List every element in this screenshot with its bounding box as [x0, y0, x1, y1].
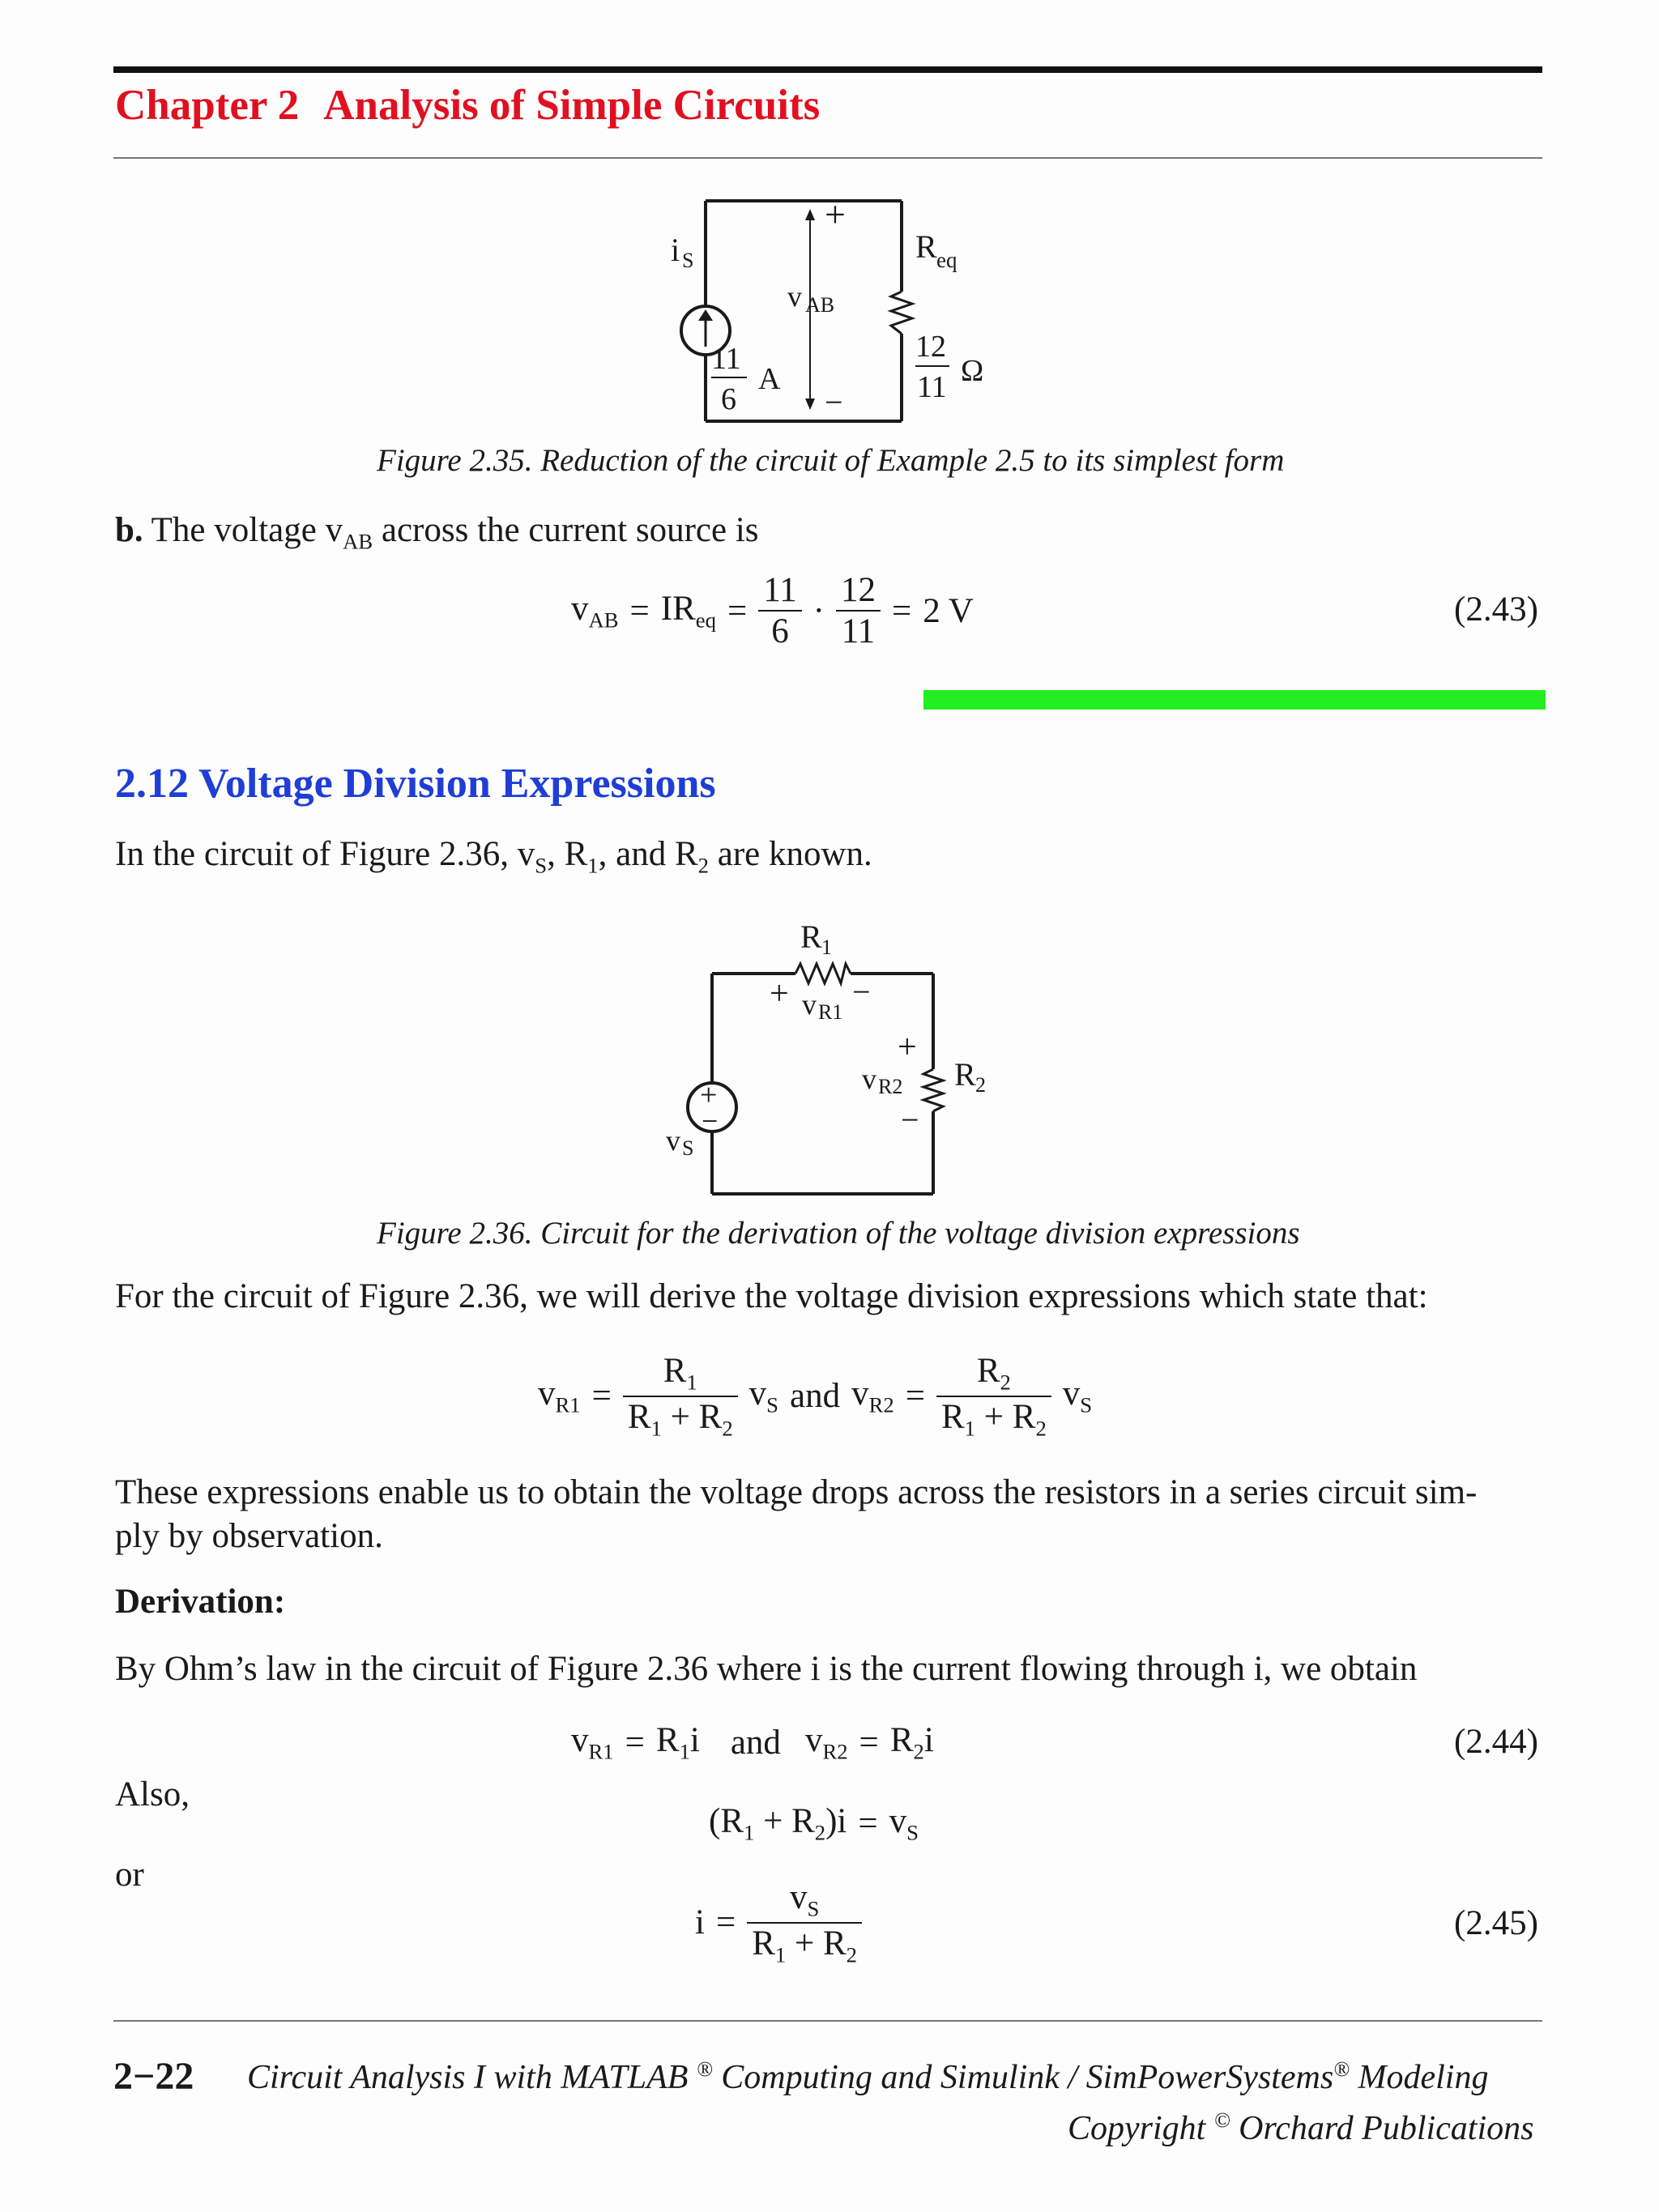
vd-v2: v	[851, 1375, 869, 1413]
vab-sub: AB	[805, 293, 835, 317]
intro-t3: are known.	[717, 835, 872, 873]
paragraph-3	[115, 1649, 1417, 1689]
eq244-eq2: =	[859, 1723, 879, 1762]
paragraph-2-line-2: ply by observation.	[115, 1517, 383, 1555]
eq244-i1: i	[689, 1721, 700, 1759]
header-rule	[113, 66, 1542, 73]
src-unit: A	[758, 362, 781, 396]
resistor-r2-icon	[923, 1069, 943, 1111]
sum-one: 1	[744, 1820, 755, 1845]
intro-vs: v	[517, 835, 535, 873]
eq243-dot: ·	[812, 591, 825, 630]
r1-label: R	[800, 918, 822, 955]
footer-copy-b: Orchard Publications	[1230, 2110, 1534, 2147]
eq243-lhs-sub: AB	[588, 607, 619, 633]
eq245-frac: $\frac{v_S}{R_1 + R_2}$	[747, 1879, 862, 1966]
eq244-r2-sub: 2	[913, 1739, 924, 1764]
r2-label: R	[954, 1056, 976, 1093]
eq243-result: 2 V	[923, 591, 974, 630]
eq244-v1: v	[571, 1721, 589, 1759]
para3-a: By Ohm’s law in the circuit of Figure 2.36 where	[115, 1650, 802, 1688]
figure-2-35-caption: Figure 2.35. Reduction of the circuit of Example 2.5 to its simplest form	[377, 443, 1285, 478]
eq243-ir-sub: eq	[695, 607, 716, 633]
paragraph-1: For the circuit of Figure 2.36, we will derive the voltage division expressions which state that:	[115, 1277, 1428, 1315]
footer-book-title	[247, 2057, 1488, 2097]
vr1-plus: +	[770, 975, 789, 1012]
eq243-eq3: =	[891, 591, 912, 630]
sum-close: )i	[825, 1802, 847, 1840]
equation-2-43	[571, 572, 985, 650]
eq245-i: i	[695, 1903, 705, 1942]
req-label: R	[915, 228, 937, 265]
eq244-v2-sub: R2	[822, 1739, 848, 1764]
eq244-and: and	[730, 1723, 781, 1762]
para3-b: is the current flowing through i, we obtain	[829, 1650, 1418, 1688]
intro-r2: R	[674, 835, 698, 873]
vr2-v: v	[862, 1063, 876, 1095]
chapter-title: Analysis of Simple Circuits	[323, 82, 821, 129]
or-text: or	[115, 1856, 144, 1894]
footer-reg-1: ®	[696, 2057, 713, 2081]
intro-comma: ,	[547, 835, 556, 873]
vab-plus: +	[825, 194, 846, 235]
footer-copy-a: Copyright	[1068, 2110, 1206, 2147]
eq244-r2: R	[889, 1721, 914, 1759]
src-num: 11	[711, 342, 741, 376]
footer-copyright	[1068, 2108, 1534, 2148]
part-b-v: v	[325, 511, 343, 549]
derivation-heading: Derivation:	[115, 1583, 286, 1621]
vd-vs1: v	[748, 1375, 767, 1413]
resistor-r1-icon	[795, 964, 851, 983]
section-heading: 2.12 Voltage Division Expressions	[115, 761, 716, 807]
vd-eq2: =	[905, 1377, 925, 1416]
vr1-sub: R1	[818, 1000, 843, 1024]
vd-vs2-sub: S	[1080, 1392, 1093, 1417]
vs-v: v	[666, 1124, 680, 1157]
sum-plus: + R	[754, 1802, 815, 1840]
eq243-frac1: $\frac{11}{6}$	[758, 572, 801, 650]
figure-2-36-diagram	[648, 907, 1021, 1215]
footer-reg-2: ®	[1333, 2057, 1350, 2081]
is-sub: S	[682, 249, 694, 272]
intro-r1-sub: 1	[587, 853, 599, 878]
resistor-icon	[891, 292, 912, 334]
header-divider	[113, 157, 1542, 159]
vd-v1-sub: R1	[555, 1392, 581, 1417]
eq243-eq2: =	[727, 591, 748, 630]
eq245-eq: =	[715, 1903, 736, 1942]
equation-sum	[709, 1801, 930, 1846]
footer-copy-sym: ©	[1213, 2108, 1230, 2132]
voltage-division-equations	[538, 1353, 1103, 1439]
vd-frac1: $\frac{R_1}{R_1 + R_2}$	[623, 1353, 738, 1439]
chapter-label: Chapter 2	[115, 82, 300, 129]
intro-r2-sub: 2	[697, 853, 709, 878]
paragraph-2-line-1: These expressions enable us to obtain the voltage drops across the resistors in a series circuit sim-	[115, 1473, 1478, 1511]
sum-two: 2	[814, 1820, 826, 1845]
intro-text	[115, 834, 872, 879]
vd-eq1: =	[591, 1377, 612, 1416]
sum-eq: =	[858, 1804, 878, 1843]
vd-v2-sub: R2	[868, 1392, 894, 1417]
eq244-i2: i	[923, 1721, 934, 1759]
vr1-v: v	[802, 988, 817, 1021]
intro-r1: R	[564, 835, 588, 873]
para3-i: i	[810, 1650, 821, 1688]
vd-frac2: $\frac{R_2}{R_1 + R_2}$	[936, 1353, 1051, 1439]
footer-title-a: Circuit Analysis I with MATLAB	[247, 2059, 689, 2096]
sum-open: (R	[709, 1802, 744, 1840]
r1-sub: 1	[821, 936, 832, 959]
highlight-bar	[923, 690, 1546, 710]
src-den: 6	[721, 382, 736, 416]
part-b-letter: b.	[115, 511, 143, 549]
vr2-minus: −	[901, 1102, 919, 1138]
eq243-frac2: $\frac{12}{11}$	[836, 572, 881, 650]
intro-t1: In the circuit of Figure 2.36,	[115, 835, 510, 873]
vr1-minus: −	[852, 974, 871, 1010]
eq244-eq1: =	[625, 1723, 645, 1762]
sum-v: v	[889, 1802, 907, 1840]
also-text: Also,	[115, 1775, 190, 1813]
part-b-after: across the current source is	[381, 511, 759, 549]
vr2-sub: R2	[878, 1075, 903, 1098]
vd-v1: v	[538, 1375, 556, 1413]
eq243-number: (2.43)	[1454, 590, 1538, 629]
vd-and: and	[790, 1377, 841, 1416]
footer-title-c: Modeling	[1350, 2059, 1489, 2096]
eq245-number: (2.45)	[1454, 1904, 1538, 1942]
vs-sub: S	[682, 1136, 694, 1160]
chapter-heading	[115, 81, 820, 130]
eq244-r1: R	[655, 1721, 680, 1759]
part-b-before: The voltage	[151, 511, 317, 549]
eq244-v1-sub: R1	[588, 1739, 614, 1764]
r-unit: Ω	[961, 354, 984, 388]
equation-2-44	[571, 1720, 945, 1765]
vr2-plus: +	[898, 1029, 917, 1066]
eq243-ir: IR	[660, 589, 696, 628]
eq244-v2: v	[804, 1721, 823, 1759]
eq243-lhs: v	[571, 589, 589, 628]
figure-2-35-diagram	[648, 186, 1021, 429]
intro-t2: , and	[598, 835, 667, 873]
equation-2-45	[695, 1879, 873, 1966]
vs-plus: +	[700, 1078, 718, 1112]
r2-sub: 2	[975, 1073, 986, 1097]
eq244-number: (2.44)	[1454, 1723, 1538, 1761]
eq243-eq1: =	[629, 591, 650, 630]
r-den: 11	[917, 370, 947, 404]
req-sub: eq	[936, 248, 957, 272]
is-label: i	[671, 232, 680, 268]
intro-vs-sub: S	[535, 853, 548, 878]
vab-label: v	[787, 280, 802, 313]
sum-v-sub: S	[906, 1820, 919, 1845]
part-b-text	[115, 510, 759, 555]
eq244-r1-sub: 1	[679, 1739, 690, 1764]
r-num: 12	[915, 330, 946, 364]
vd-vs2: v	[1062, 1375, 1081, 1413]
figure-2-36-caption: Figure 2.36. Circuit for the derivation of the voltage division expressions	[377, 1216, 1300, 1251]
footer-title-b: Computing and Simulink / SimPowerSystems	[712, 2059, 1334, 2096]
page-number: 2−22	[113, 2055, 194, 2098]
vab-minus: −	[825, 384, 843, 420]
vs-minus: −	[702, 1105, 719, 1137]
footer-divider	[113, 2020, 1542, 2022]
vd-vs1-sub: S	[766, 1392, 778, 1417]
part-b-v-sub: AB	[343, 529, 373, 554]
